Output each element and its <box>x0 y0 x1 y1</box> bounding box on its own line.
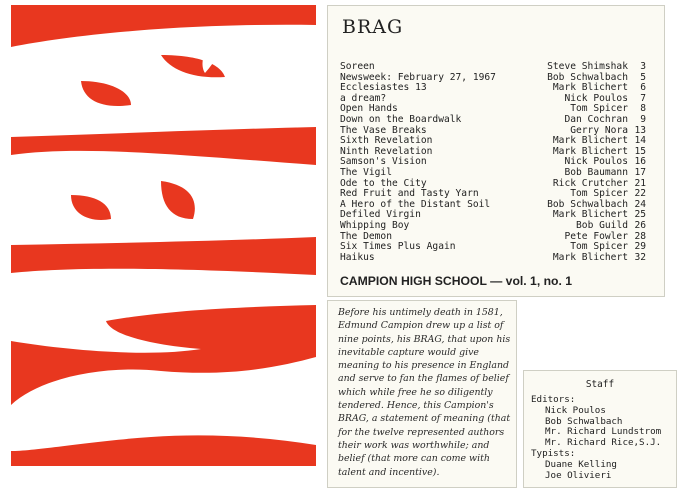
editor-name: Bob Schwalbach <box>545 415 623 427</box>
editors-label: Editors: <box>531 394 576 405</box>
typist-name: Duane Kelling <box>545 458 617 470</box>
toc-entry-page: 13 <box>634 124 646 136</box>
cover-letter-a <box>11 151 316 245</box>
toc-entry-title: The Vase Breaks <box>340 124 427 136</box>
cover-letter-g <box>11 25 316 137</box>
toc-entry-author: Mark Blichert <box>552 251 628 263</box>
toc-entry <box>340 253 646 264</box>
typist-name: Joe Olivieri <box>545 469 612 481</box>
toc-entry-page: 29 <box>634 241 646 253</box>
toc-entry-title: a dream? <box>340 92 387 104</box>
toc-entry-author: Rick Crutcher <box>552 177 628 189</box>
toc-entry-title: Ode to the City <box>340 177 427 189</box>
toc-entry-title: Six Times Plus Again <box>340 241 456 253</box>
toc-entry-author: Mark Blichert <box>552 209 628 221</box>
toc-entry-author: Bob Baumann <box>564 166 628 178</box>
toc-entry <box>340 115 646 126</box>
toc-entry-page: 9 <box>640 113 646 125</box>
staff-title: Staff <box>585 379 615 390</box>
toc-entry-page: 16 <box>634 156 646 168</box>
toc-entry-author: Tom Spicer <box>570 103 628 115</box>
magazine-title: BRAG <box>342 16 404 38</box>
toc-entry-title: Whipping Boy <box>340 219 410 231</box>
staff-box <box>523 370 677 488</box>
cover-letter-r <box>11 269 316 353</box>
toc-entry-page: 25 <box>634 209 646 221</box>
toc-entry-page: 3 <box>640 61 646 72</box>
toc-entry-title: Newsweek: February 27, 1967 <box>340 71 496 83</box>
toc-entry <box>340 221 646 232</box>
school-volume-line: CAMPION HIGH SCHOOL — vol. 1, no. 1 <box>340 274 573 288</box>
toc-entry-author: Dan Cochran <box>564 113 628 125</box>
introduction-text: Before his untimely death in 1581, Edmund Campion drew up a list of nine points, his BRAG, that upon his inevitable capture would give meaning to his presence in England and serve to fan the flames of belief which while free he so diligently tendered. Hence, this Campion's BRAG, a statement of meaning (that for the twelve represented authors their work was worthwhile; and belief (that more can come with talent and incentive). <box>338 307 511 478</box>
toc-entry <box>340 62 646 73</box>
toc-entry-page: 24 <box>634 198 646 210</box>
toc-entry-title: Sixth Revelation <box>340 135 433 147</box>
brag-cover-art <box>11 5 316 466</box>
toc-entry-title: Ninth Revelation <box>340 145 433 157</box>
toc-entry-title: The Vigil <box>340 166 392 178</box>
cover-letter-b <box>11 357 316 451</box>
introduction-note <box>327 300 517 488</box>
toc-entry-title: Down on the Boardwalk <box>340 113 462 125</box>
toc-entry-page: 8 <box>640 103 646 115</box>
toc-entry-title: A Hero of the Distant Soil <box>340 198 491 210</box>
toc-entry-author: Pete Fowler <box>564 230 628 242</box>
toc-entry-title: Soreen <box>340 61 375 72</box>
toc-entry-title: The Demon <box>340 230 392 242</box>
toc-entry-title: Defiled Virgin <box>340 209 421 221</box>
editor-name: Mr. Richard Rice,S.J. <box>545 437 662 449</box>
toc-entry-author: Steve Shimshak <box>547 61 628 72</box>
editor-name: Mr. Richard Lundstrom <box>545 426 662 438</box>
toc-entry-author: Nick Poulos <box>564 92 628 104</box>
toc-entry-author: Bob Guild <box>576 219 628 231</box>
toc-entry <box>340 168 646 179</box>
toc-entry-author: Bob Schwalbach <box>547 198 628 210</box>
toc-entry-page: 22 <box>634 188 646 200</box>
toc-entry-page: 6 <box>640 82 646 94</box>
magazine-cover <box>11 5 316 466</box>
toc-entry-title: Ecclesiastes 13 <box>340 82 427 94</box>
toc-entry-author: Tom Spicer <box>570 241 628 253</box>
toc-entry-title: Open Hands <box>340 103 398 115</box>
table-of-contents <box>327 5 665 297</box>
typists-label: Typists: <box>531 447 576 459</box>
toc-entry-author: Nick Poulos <box>564 156 628 168</box>
toc-entry-page: 32 <box>634 251 646 263</box>
toc-entry-author: Tom Spicer <box>570 188 628 200</box>
toc-entry-page: 21 <box>634 177 646 189</box>
toc-entry-title: Red Fruit and Tasty Yarn <box>340 188 479 200</box>
toc-entry-page: 26 <box>634 219 646 231</box>
staff-list <box>531 395 661 481</box>
toc-entry-page: 7 <box>640 92 646 104</box>
toc-entry-page: 17 <box>634 166 646 178</box>
toc-entry-page: 15 <box>634 145 646 157</box>
toc-entry-author: Mark Blichert <box>552 135 628 147</box>
toc-entry-author: Gerry Nora <box>570 124 628 136</box>
toc-list <box>340 62 646 263</box>
toc-entry-title: Haikus <box>340 251 375 263</box>
toc-entry-page: 28 <box>634 230 646 242</box>
toc-entry-page: 14 <box>634 135 646 147</box>
editor-name: Nick Poulos <box>545 404 606 416</box>
toc-entry-page: 5 <box>640 71 646 83</box>
toc-entry-author: Bob Schwalbach <box>547 71 628 83</box>
toc-entry-author: Mark Blichert <box>552 82 628 94</box>
toc-entry-author: Mark Blichert <box>552 145 628 157</box>
toc-entry-title: Samson's Vision <box>340 156 427 168</box>
